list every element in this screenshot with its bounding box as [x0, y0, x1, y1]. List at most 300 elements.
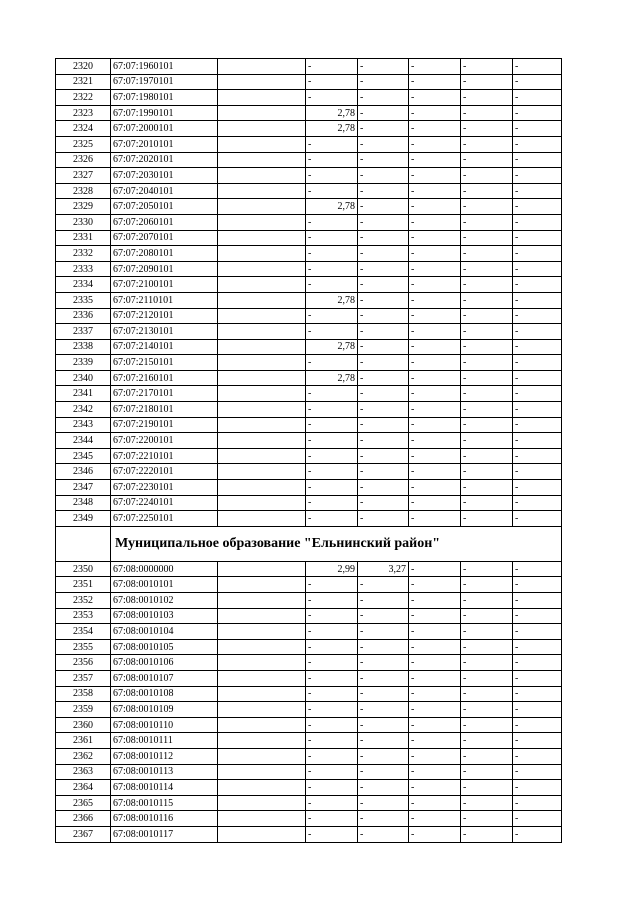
value-cell-3: - — [409, 214, 461, 230]
value-cell-2: - — [358, 90, 409, 106]
value-cell-4: - — [461, 370, 513, 386]
row-number-cell: 2343 — [56, 417, 111, 433]
value-cell-3: - — [409, 639, 461, 655]
row-number-cell: 2340 — [56, 370, 111, 386]
value-cell-2: - — [358, 402, 409, 418]
value-cell-3: - — [409, 702, 461, 718]
cadastral-code-cell: 67:07:2030101 — [111, 168, 218, 184]
value-cell-2: - — [358, 121, 409, 137]
value-cell-2: - — [358, 261, 409, 277]
row-number-cell: 2333 — [56, 261, 111, 277]
row-number-cell: 2329 — [56, 199, 111, 215]
empty-cell — [218, 74, 306, 90]
table-row — [56, 121, 562, 137]
value-cell-2: - — [358, 292, 409, 308]
value-cell-1: - — [306, 495, 358, 511]
value-cell-5: - — [513, 480, 562, 496]
value-cell-2: - — [358, 702, 409, 718]
value-cell-4: - — [461, 277, 513, 293]
empty-cell — [218, 639, 306, 655]
value-cell-5: - — [513, 448, 562, 464]
value-cell-1: - — [306, 402, 358, 418]
value-cell-4: - — [461, 795, 513, 811]
value-cell-1: - — [306, 764, 358, 780]
value-cell-2: - — [358, 246, 409, 262]
cadastral-code-cell: 67:08:0010115 — [111, 795, 218, 811]
cadastral-code-cell: 67:08:0010113 — [111, 764, 218, 780]
value-cell-4: - — [461, 608, 513, 624]
empty-cell — [218, 261, 306, 277]
table-row — [56, 277, 562, 293]
empty-cell — [218, 733, 306, 749]
row-number-cell: 2355 — [56, 639, 111, 655]
value-cell-4: - — [461, 183, 513, 199]
empty-cell — [218, 717, 306, 733]
value-cell-1: - — [306, 670, 358, 686]
value-cell-3: - — [409, 733, 461, 749]
table-row — [56, 183, 562, 199]
value-cell-2: - — [358, 214, 409, 230]
value-cell-4: - — [461, 355, 513, 371]
value-cell-2: - — [358, 577, 409, 593]
table-row — [56, 733, 562, 749]
value-cell-1: - — [306, 702, 358, 718]
cadastral-code-cell: 67:07:2210101 — [111, 448, 218, 464]
value-cell-3: - — [409, 74, 461, 90]
row-number-cell: 2356 — [56, 655, 111, 671]
cadastral-code-cell: 67:08:0010103 — [111, 608, 218, 624]
value-cell-3: - — [409, 386, 461, 402]
cadastral-code-cell: 67:08:0010110 — [111, 717, 218, 733]
table-row — [56, 214, 562, 230]
row-number-cell: 2335 — [56, 292, 111, 308]
value-cell-1: - — [306, 277, 358, 293]
value-cell-5: - — [513, 655, 562, 671]
value-cell-5: - — [513, 748, 562, 764]
value-cell-4: - — [461, 121, 513, 137]
value-cell-1: - — [306, 511, 358, 527]
value-cell-2: - — [358, 795, 409, 811]
empty-cell — [218, 355, 306, 371]
value-cell-5: - — [513, 308, 562, 324]
value-cell-2: - — [358, 277, 409, 293]
value-cell-4: - — [461, 59, 513, 75]
row-number-cell: 2352 — [56, 593, 111, 609]
value-cell-3: - — [409, 292, 461, 308]
value-cell-5: - — [513, 74, 562, 90]
table-row — [56, 168, 562, 184]
row-number-cell: 2346 — [56, 464, 111, 480]
row-number-cell: 2325 — [56, 136, 111, 152]
value-cell-5: - — [513, 795, 562, 811]
value-cell-4: - — [461, 448, 513, 464]
data-table — [55, 58, 562, 843]
value-cell-2: - — [358, 495, 409, 511]
value-cell-5: - — [513, 370, 562, 386]
value-cell-4: - — [461, 246, 513, 262]
value-cell-4: - — [461, 686, 513, 702]
value-cell-4: - — [461, 764, 513, 780]
value-cell-2: - — [358, 355, 409, 371]
row-number-cell: 2363 — [56, 764, 111, 780]
table-row — [56, 105, 562, 121]
value-cell-1: 2,78 — [306, 121, 358, 137]
value-cell-5: - — [513, 277, 562, 293]
value-cell-4: - — [461, 670, 513, 686]
value-cell-2: - — [358, 608, 409, 624]
row-number-cell: 2320 — [56, 59, 111, 75]
table-row — [56, 261, 562, 277]
value-cell-4: - — [461, 90, 513, 106]
table-row — [56, 90, 562, 106]
value-cell-2: - — [358, 593, 409, 609]
value-cell-1: - — [306, 655, 358, 671]
value-cell-4: - — [461, 717, 513, 733]
value-cell-3: - — [409, 152, 461, 168]
row-number-cell: 2332 — [56, 246, 111, 262]
row-number-cell: 2358 — [56, 686, 111, 702]
empty-cell — [218, 780, 306, 796]
cadastral-code-cell: 67:07:1970101 — [111, 74, 218, 90]
cadastral-code-cell: 67:07:2220101 — [111, 464, 218, 480]
value-cell-3: - — [409, 90, 461, 106]
row-number-cell: 2359 — [56, 702, 111, 718]
cadastral-code-cell: 67:07:2120101 — [111, 308, 218, 324]
row-number-cell: 2357 — [56, 670, 111, 686]
value-cell-5: - — [513, 136, 562, 152]
cadastral-code-cell: 67:08:0010101 — [111, 577, 218, 593]
row-number-cell: 2366 — [56, 811, 111, 827]
value-cell-4: - — [461, 152, 513, 168]
value-cell-3: - — [409, 448, 461, 464]
value-cell-4: - — [461, 168, 513, 184]
row-number-cell: 2337 — [56, 324, 111, 340]
value-cell-5: - — [513, 780, 562, 796]
table-row — [56, 448, 562, 464]
value-cell-1: - — [306, 59, 358, 75]
cadastral-code-cell: 67:07:1960101 — [111, 59, 218, 75]
row-number-cell: 2347 — [56, 480, 111, 496]
value-cell-5: - — [513, 339, 562, 355]
value-cell-5: - — [513, 59, 562, 75]
cadastral-code-cell: 67:07:2060101 — [111, 214, 218, 230]
cadastral-code-cell: 67:07:2080101 — [111, 246, 218, 262]
value-cell-1: - — [306, 717, 358, 733]
value-cell-2: - — [358, 168, 409, 184]
empty-cell — [218, 121, 306, 137]
value-cell-3: - — [409, 121, 461, 137]
value-cell-5: - — [513, 324, 562, 340]
value-cell-3: - — [409, 59, 461, 75]
table-row — [56, 748, 562, 764]
value-cell-5: - — [513, 702, 562, 718]
cadastral-code-cell: 67:07:2130101 — [111, 324, 218, 340]
value-cell-3: - — [409, 826, 461, 842]
value-cell-4: - — [461, 105, 513, 121]
empty-cell — [218, 277, 306, 293]
value-cell-3: - — [409, 168, 461, 184]
value-cell-5: - — [513, 561, 562, 577]
value-cell-1: - — [306, 136, 358, 152]
value-cell-1: - — [306, 464, 358, 480]
value-cell-2: - — [358, 339, 409, 355]
value-cell-2: - — [358, 748, 409, 764]
row-number-cell: 2354 — [56, 624, 111, 640]
cadastral-code-cell: 67:07:2110101 — [111, 292, 218, 308]
value-cell-4: - — [461, 811, 513, 827]
value-cell-5: - — [513, 464, 562, 480]
value-cell-3: - — [409, 261, 461, 277]
row-number-cell: 2345 — [56, 448, 111, 464]
value-cell-2: - — [358, 670, 409, 686]
empty-cell — [218, 561, 306, 577]
value-cell-4: - — [461, 402, 513, 418]
value-cell-1: - — [306, 433, 358, 449]
value-cell-2: - — [358, 448, 409, 464]
cadastral-code-cell: 67:08:0010102 — [111, 593, 218, 609]
value-cell-1: 2,78 — [306, 199, 358, 215]
empty-cell — [218, 464, 306, 480]
value-cell-4: - — [461, 292, 513, 308]
table-row — [56, 639, 562, 655]
table-row — [56, 670, 562, 686]
value-cell-3: - — [409, 105, 461, 121]
value-cell-4: - — [461, 511, 513, 527]
empty-cell — [218, 670, 306, 686]
table-row — [56, 308, 562, 324]
empty-cell — [218, 495, 306, 511]
value-cell-3: - — [409, 464, 461, 480]
value-cell-5: - — [513, 417, 562, 433]
value-cell-4: - — [461, 136, 513, 152]
value-cell-5: - — [513, 402, 562, 418]
value-cell-1: - — [306, 748, 358, 764]
cadastral-code-cell: 67:07:2000101 — [111, 121, 218, 137]
table-row — [56, 480, 562, 496]
value-cell-5: - — [513, 152, 562, 168]
cadastral-code-cell: 67:08:0010116 — [111, 811, 218, 827]
value-cell-4: - — [461, 577, 513, 593]
row-number-cell: 2341 — [56, 386, 111, 402]
value-cell-1: - — [306, 74, 358, 90]
value-cell-3: - — [409, 246, 461, 262]
value-cell-1: - — [306, 90, 358, 106]
empty-cell — [218, 59, 306, 75]
value-cell-1: 2,78 — [306, 370, 358, 386]
value-cell-2: - — [358, 308, 409, 324]
value-cell-4: - — [461, 74, 513, 90]
value-cell-1: - — [306, 152, 358, 168]
row-number-cell: 2331 — [56, 230, 111, 246]
cadastral-code-cell: 67:08:0010108 — [111, 686, 218, 702]
value-cell-2: - — [358, 826, 409, 842]
value-cell-3: - — [409, 199, 461, 215]
table-row — [56, 795, 562, 811]
value-cell-2: - — [358, 105, 409, 121]
value-cell-1: - — [306, 780, 358, 796]
value-cell-1: - — [306, 577, 358, 593]
value-cell-1: - — [306, 261, 358, 277]
row-number-cell: 2339 — [56, 355, 111, 371]
value-cell-2: - — [358, 433, 409, 449]
value-cell-2: - — [358, 733, 409, 749]
table-row — [56, 292, 562, 308]
value-cell-5: - — [513, 733, 562, 749]
value-cell-5: - — [513, 686, 562, 702]
row-number-cell: 2330 — [56, 214, 111, 230]
table-row — [56, 702, 562, 718]
table-row — [56, 495, 562, 511]
value-cell-2: - — [358, 152, 409, 168]
value-cell-2: - — [358, 639, 409, 655]
value-cell-3: - — [409, 686, 461, 702]
cadastral-code-cell: 67:07:2200101 — [111, 433, 218, 449]
table-row — [56, 561, 562, 577]
empty-cell — [218, 748, 306, 764]
value-cell-3: - — [409, 593, 461, 609]
value-cell-1: - — [306, 417, 358, 433]
empty-cell — [218, 292, 306, 308]
table-row — [56, 59, 562, 75]
empty-cell — [218, 90, 306, 106]
empty-cell — [218, 511, 306, 527]
value-cell-3: - — [409, 495, 461, 511]
empty-cell — [218, 655, 306, 671]
value-cell-1: 2,78 — [306, 105, 358, 121]
empty-cell — [218, 168, 306, 184]
table-row — [56, 433, 562, 449]
cadastral-code-cell: 67:07:1980101 — [111, 90, 218, 106]
value-cell-1: - — [306, 686, 358, 702]
table-row — [56, 386, 562, 402]
value-cell-2: - — [358, 417, 409, 433]
value-cell-3: - — [409, 764, 461, 780]
value-cell-4: - — [461, 655, 513, 671]
cadastral-code-cell: 67:08:0010114 — [111, 780, 218, 796]
empty-cell — [218, 448, 306, 464]
value-cell-5: - — [513, 261, 562, 277]
empty-cell — [218, 480, 306, 496]
value-cell-4: - — [461, 214, 513, 230]
value-cell-3: - — [409, 277, 461, 293]
table-row — [56, 593, 562, 609]
value-cell-4: - — [461, 324, 513, 340]
value-cell-4: - — [461, 826, 513, 842]
value-cell-4: - — [461, 593, 513, 609]
cadastral-code-cell: 67:08:0010111 — [111, 733, 218, 749]
value-cell-5: - — [513, 199, 562, 215]
value-cell-5: - — [513, 292, 562, 308]
value-cell-1: - — [306, 168, 358, 184]
value-cell-5: - — [513, 168, 562, 184]
value-cell-5: - — [513, 608, 562, 624]
table-row — [56, 780, 562, 796]
value-cell-5: - — [513, 511, 562, 527]
row-number-cell: 2361 — [56, 733, 111, 749]
table-row — [56, 230, 562, 246]
value-cell-5: - — [513, 670, 562, 686]
value-cell-2: - — [358, 764, 409, 780]
value-cell-5: - — [513, 811, 562, 827]
empty-cell — [218, 370, 306, 386]
cadastral-code-cell: 67:07:2140101 — [111, 339, 218, 355]
value-cell-3: - — [409, 230, 461, 246]
value-cell-3: - — [409, 561, 461, 577]
value-cell-3: - — [409, 811, 461, 827]
value-cell-5: - — [513, 90, 562, 106]
value-cell-2: - — [358, 686, 409, 702]
empty-cell — [218, 577, 306, 593]
value-cell-4: - — [461, 308, 513, 324]
value-cell-3: - — [409, 795, 461, 811]
table-row — [56, 246, 562, 262]
table-row — [56, 74, 562, 90]
row-number-cell: 2353 — [56, 608, 111, 624]
value-cell-5: - — [513, 121, 562, 137]
table-row — [56, 136, 562, 152]
value-cell-1: - — [306, 608, 358, 624]
value-cell-3: - — [409, 417, 461, 433]
table-row — [56, 608, 562, 624]
value-cell-1: - — [306, 230, 358, 246]
value-cell-3: - — [409, 670, 461, 686]
row-number-cell: 2342 — [56, 402, 111, 418]
value-cell-5: - — [513, 593, 562, 609]
value-cell-3: - — [409, 780, 461, 796]
table-row — [56, 717, 562, 733]
value-cell-4: - — [461, 639, 513, 655]
row-number-cell: 2324 — [56, 121, 111, 137]
value-cell-5: - — [513, 230, 562, 246]
value-cell-2: - — [358, 370, 409, 386]
value-cell-5: - — [513, 577, 562, 593]
empty-cell — [218, 105, 306, 121]
value-cell-2: - — [358, 511, 409, 527]
value-cell-1: - — [306, 795, 358, 811]
value-cell-5: - — [513, 717, 562, 733]
row-number-cell: 2334 — [56, 277, 111, 293]
value-cell-3: - — [409, 355, 461, 371]
value-cell-5: - — [513, 214, 562, 230]
value-cell-4: - — [461, 386, 513, 402]
cadastral-code-cell: 67:07:2190101 — [111, 417, 218, 433]
table-row — [56, 577, 562, 593]
section-header — [56, 526, 562, 561]
value-cell-4: - — [461, 339, 513, 355]
cadastral-code-cell: 67:07:2010101 — [111, 136, 218, 152]
value-cell-3: - — [409, 655, 461, 671]
value-cell-2: - — [358, 324, 409, 340]
empty-cell — [218, 608, 306, 624]
value-cell-5: - — [513, 246, 562, 262]
value-cell-5: - — [513, 105, 562, 121]
value-cell-1: - — [306, 183, 358, 199]
value-cell-3: - — [409, 136, 461, 152]
value-cell-1: - — [306, 480, 358, 496]
empty-cell — [218, 795, 306, 811]
table-body-bottom — [56, 561, 562, 842]
value-cell-2: - — [358, 655, 409, 671]
value-cell-5: - — [513, 433, 562, 449]
empty-cell — [218, 324, 306, 340]
empty-cell — [218, 199, 306, 215]
row-number-cell: 2323 — [56, 105, 111, 121]
value-cell-3: - — [409, 308, 461, 324]
value-cell-5: - — [513, 624, 562, 640]
value-cell-2: - — [358, 136, 409, 152]
value-cell-1: - — [306, 448, 358, 464]
table-row — [56, 624, 562, 640]
